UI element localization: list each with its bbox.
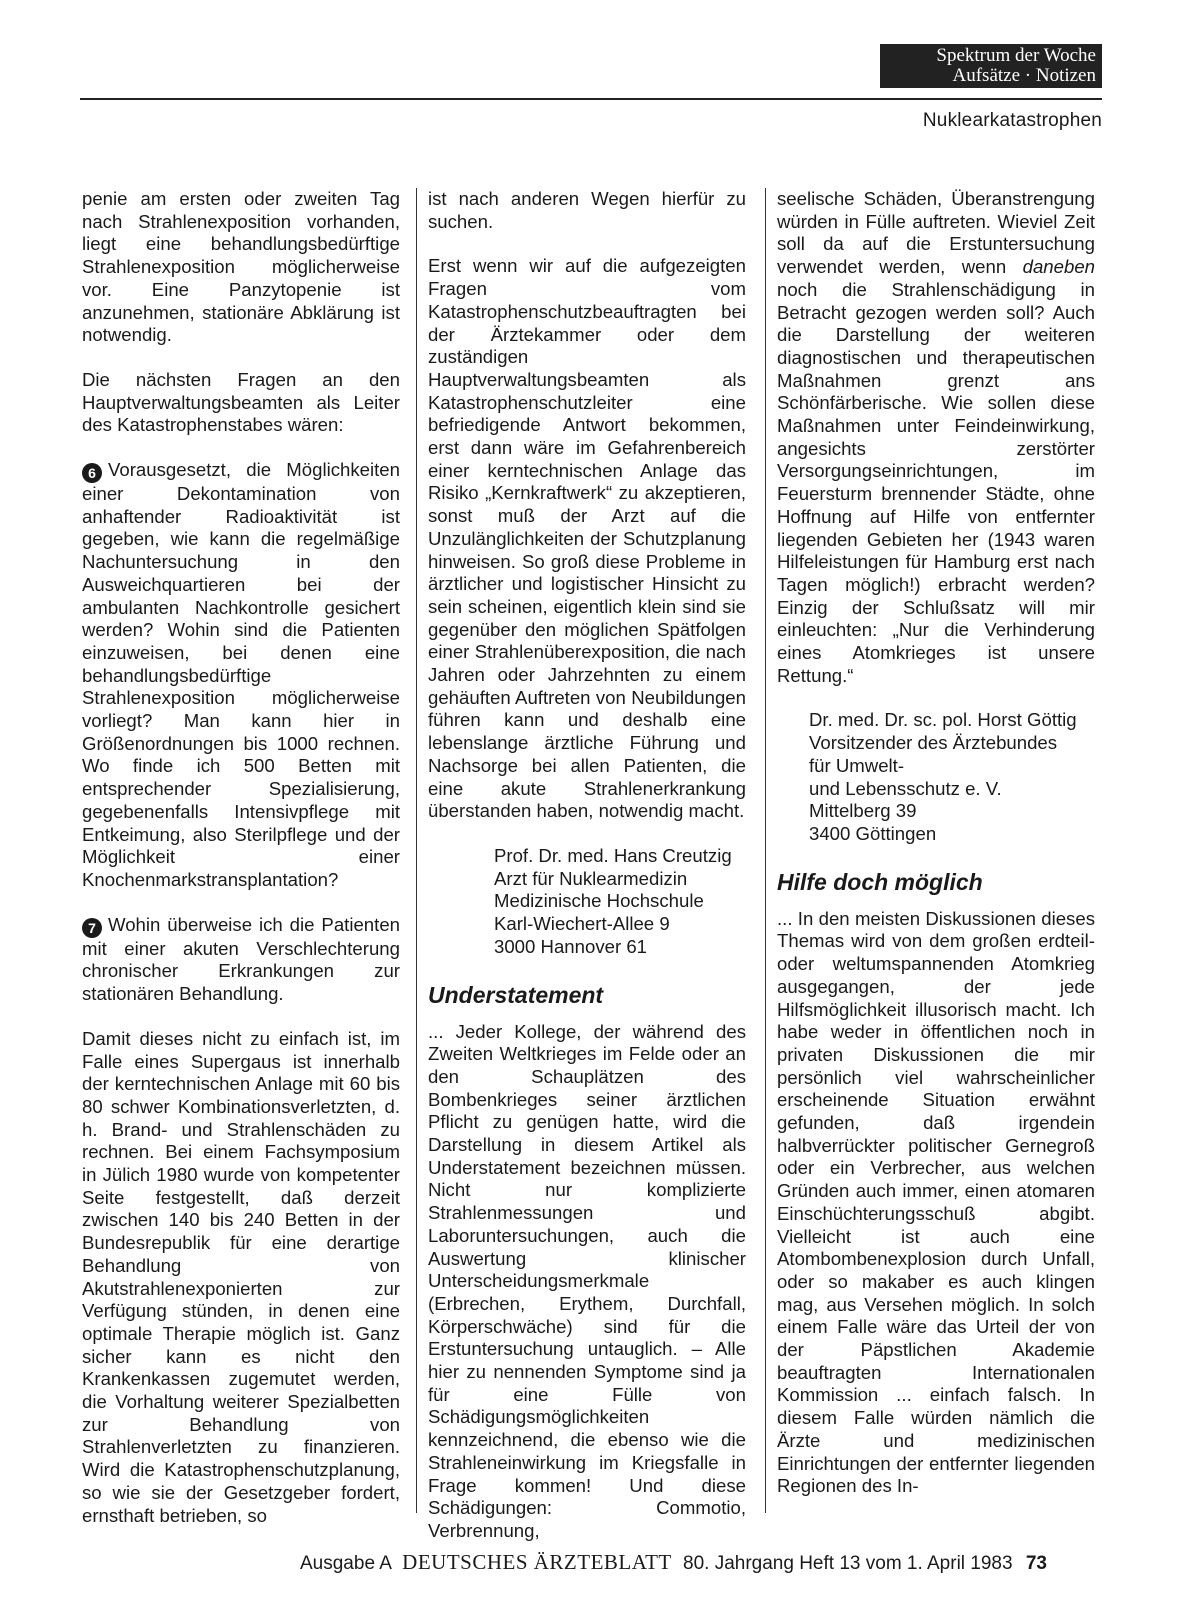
column-3	[777, 188, 1095, 1520]
header-rule	[80, 98, 1102, 100]
signature-line: 3000 Hannover 61	[494, 935, 647, 957]
paragraph: Damit dieses nicht zu einfach ist, im Falle eines Supergaus ist innerhalb der kerntechnischen Anlage mit 60 bis 80 schwer Kombinationsverletzten, d. h. Brand- und Strahlenschäden zu rechnen. Bei einem Fachsymposium in Jülich 1980 wurde von kompetenter Seite festgestellt, daß derzeit zwischen 140 bis 240 Betten in der Bundesrepublik für eine derartige Behandlung von Akutstrahlenexponierten zur Verfügung stünden, in denen eine optimale Therapie möglich ist. Ganz sicher kann es nicht den Krankenkassen zugemutet werden, die Vorhaltung weiterer Spezialbetten zur Behandlung von Strahlenverletzten zu finanzieren. Wird die Katastrophenschutzplanung, so wie sie der Gesetzgeber fordert, ernsthaft betrieben, so	[82, 1027, 400, 1526]
text-run: noch die Strahlenschädigung in Betracht gezogen werden soll? Auch die Darstellung der weiteren diagnostischen und therapeutischen Maßnahmen grenzt ans Schönfärberische. Wie sollen diese Maßnahmen unter Feindeinwirkung, angesichts zerstörter Versorgungseinrichtungen, im Feuersturm brennender Städte, ohne Hoffnung auf Hilfe von entfernter liegenden Gebieten her (1943 waren Hilfeleistungen für Hamburg erst nach Tagen möglich!) erbracht werden? Einzig der Schlußsatz will mir einleuchten: „Nur die Verhinderung eines Atomkrieges ist unsere Rettung.“	[777, 278, 1095, 686]
signature-line: Arzt für Nuklearmedizin	[494, 867, 688, 889]
signature-goettig	[777, 709, 1095, 845]
topic-label: Nuklearkatastrophen	[922, 110, 1102, 131]
section-heading-hilfe: Hilfe doch möglich	[777, 868, 983, 895]
page-number: 73	[1025, 1553, 1047, 1574]
page-footer	[300, 1550, 1047, 1575]
signature-line: Vorsitzender des Ärztebundes	[809, 732, 1058, 754]
section-badge	[880, 44, 1102, 88]
badge-line-2: Aufsätze · Notizen	[952, 65, 1096, 86]
question-7-text: Wohin überweise ich die Patienten mit einer akuten Verschlechterung chronischer Erkrankungen zur stationären Behandlung.	[82, 913, 400, 1005]
issue-info: 80. Jahrgang Heft 13 vom 1. April 1983	[683, 1553, 1013, 1574]
signature-creutzig	[428, 845, 746, 959]
column-2	[428, 188, 746, 1565]
emphasis: daneben	[1022, 256, 1095, 278]
paragraph: ist nach anderen Wegen hierfür zu suchen.	[428, 188, 746, 232]
journal-masthead: DEUTSCHES ÄRZTEBLATT	[402, 1550, 672, 1574]
signature-line: 3400 Göttingen	[809, 822, 937, 844]
paragraph: Die nächsten Fragen an den Hauptverwaltungsbeamten als Leiter des Katastrophenstabes wären:	[82, 368, 400, 436]
question-6-text: Vorausgesetzt, die Möglichkeiten einer Dekontamination von anhaftender Radioaktivität ist gegeben, wie kann die regelmäßige Nachuntersuchung in den Ausweichquartieren bei der ambulanten Nachkontrolle gesichert werden? Wohin sind die Patienten einzuweisen, bei denen eine behandlungsbedürftige Strahlenexposition möglicherweise vorliegt? Man kann hier in Größenordnungen bis 1000 rechnen. Wo finde ich 500 Betten mit entsprechender Spezialisierung, gegebenenfalls Intensivpflege mit Entkeimung, also Sterilpflege und der Möglichkeit einer Knochenmarkstransplantation?	[82, 459, 400, 890]
edition-label: Ausgabe A	[300, 1553, 391, 1574]
badge-line-1: Spektrum der Woche	[936, 45, 1096, 66]
signature-line: und Lebensschutz e. V.	[809, 777, 1002, 799]
signature-line: für Umwelt-	[809, 754, 905, 776]
text-run: seelische Schäden, Überanstrengung würden in Fülle auftreten. Wieviel Zeit soll da auf die Erstuntersuchung verwendet werden, wenn	[777, 188, 1095, 278]
paragraph: ... In den meisten Diskussionen dieses Themas wird von dem großen erdteil- oder weltumspannenden Atomkrieg ausgegangen, der jede Hilfsmöglichkeit illusorisch macht. Ich habe weder in öffentlichen noch in privaten Diskussionen die mir persönlich viel wahrscheinlicher erscheinende Situation erwähnt gefunden, daß irgendein halbverrückter politischer Gernegroß oder ein Verbrecher, aus welchen Gründen auch immer, einen atomaren Einschüchterungsschuß abgibt. Vielleicht ist auch eine Atombombenexplosion durch Unfall, oder so makaber es auch klingen mag, aus Versehen möglich. In solch einem Falle wäre das Urteil der von der Päpstlichen Akademie beauftragten Internationalen Kommission ... einfach falsch. In diesem Falle würden nämlich die Ärzte und medizinischen Einrichtungen der entfernter liegenden Regionen des In-	[777, 907, 1095, 1497]
number-7-icon: 7	[82, 918, 102, 938]
paragraph	[777, 188, 1095, 687]
section-heading-understatement: Understatement	[428, 981, 604, 1008]
signature-line: Mittelberg 39	[809, 800, 917, 822]
paragraph: ... Jeder Kollege, der während des Zweiten Weltkrieges im Felde oder an den Schauplätzen des Bombenkrieges seiner ärztlichen Pflicht zu genügen hatte, wird die Darstellung in diesem Artikel als Understatement bezeichnen müssen. Nicht nur komplizierte Strahlenmessungen und Laboruntersuchungen, auch die Auswertung klinischer Unterscheidungsmerkmale (Erbrechen, Erythem, Durchfall, Körperschwäche) sind für die Erstuntersuchung untauglich. – Alle hier zu nennenden Symptome sind ja für eine Fülle von Schädigungsmöglichkeiten kennzeichnend, die ebenso wie die Strahleneinwirkung im Kriegsfalle in Frage kommen! Und diese Schädigungen: Commotio, Verbrennung,	[428, 1020, 746, 1541]
signature-line: Prof. Dr. med. Hans Creutzig	[494, 844, 732, 866]
signature-line: Karl-Wiechert-Allee 9	[494, 913, 670, 935]
signature-line: Dr. med. Dr. sc. pol. Horst Göttig	[809, 709, 1077, 731]
question-7	[82, 914, 400, 1006]
number-6-icon: 6	[82, 463, 102, 483]
column-1	[82, 188, 400, 1549]
column-divider-2	[765, 188, 766, 1513]
paragraph: Erst wenn wir auf die aufgezeigten Fragen vom Katastrophenschutzbeauftragten bei der Ärztekammer oder dem zuständigen Hauptverwaltungsbeamten als Katastrophenschutzleiter eine befriedigende Antwort bekommen, erst dann wäre im Gefahrenbereich einer kerntechnischen Anlage das Risiko „Kernkraftwerk“ zu akzeptieren, sonst muß der Arzt auf die Unzulänglichkeiten der Schutzplanung hinweisen. So groß diese Probleme in ärztlicher und logistischer Hinsicht zu sein scheinen, eigentlich klein sind sie gegenüber den möglichen Spätfolgen einer Strahlenüberexposition, die nach Jahren oder Jahrzehnten zu einem gehäuften Auftreten von Neubildungen führen kann und deshalb eine lebenslange ärztliche Führung und Nachsorge bei allen Patienten, die eine akute Strahlenerkrankung überstanden haben, notwendig macht.	[428, 255, 746, 822]
paragraph: penie am ersten oder zweiten Tag nach Strahlenexposition vorhanden, liegt eine behandlungsbedürftige Strahlenexposition möglicherweise vor. Eine Panzytopenie ist anzunehmen, stationäre Abklärung ist notwendig.	[82, 188, 400, 346]
question-6	[82, 459, 400, 892]
signature-line: Medizinische Hochschule	[494, 890, 704, 912]
column-divider-1	[416, 188, 417, 1513]
